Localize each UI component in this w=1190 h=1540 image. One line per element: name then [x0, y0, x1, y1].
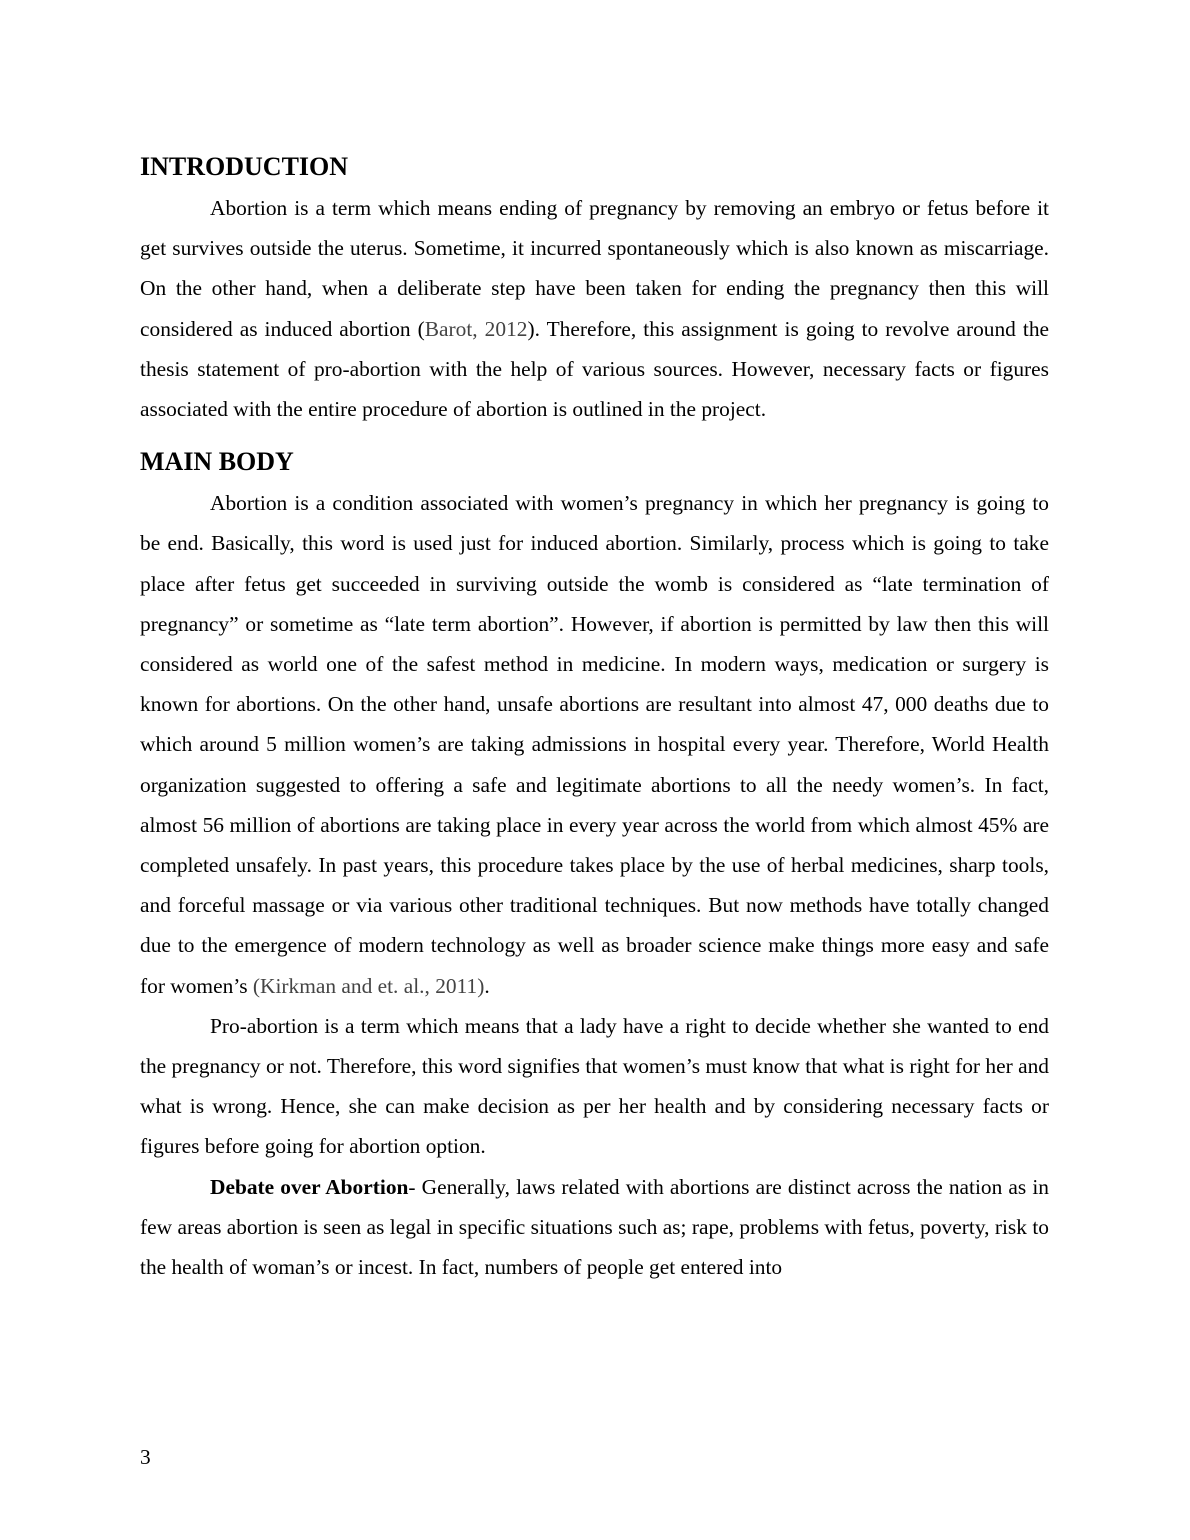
intro-text-after-citation: ). Therefore, this assignment is going to revolve around the thesis statement of pro-abortion with the help of various sources. However, necessary facts or figures associated with the entire procedure of abortion is outlined in the project.: [140, 316, 1050, 422]
main-body-paragraph-3: [140, 1167, 1049, 1288]
main-p1-citation: (Kirkman and et. al., 2011): [252, 973, 485, 998]
intro-citation: Barot, 2012: [424, 316, 528, 341]
page-content: [140, 150, 1049, 1287]
main-body-heading: MAIN BODY: [140, 447, 294, 477]
main-body-paragraph-2: Pro-abortion is a term which means that a lady have a right to decide whether she wanted to end the pregnancy or not. Therefore, this word signifies that women’s must know that what is right for her and what is wrong. Hence, she can make decision as per her health and by considering necessary facts or figures before going for abortion option.: [140, 1013, 1049, 1159]
debate-body-text: - Generally, laws related with abortions are distinct across the nation as in few areas abortion is seen as legal in specific situations such as; rape, problems with fetus, poverty, risk to the health of woman’s or incest. In fact, numbers of people get entered into: [140, 1174, 1049, 1280]
main-p1-text-before-citation: Abortion is a condition associated with women’s pregnancy in which her pregnancy is going to be end. Basically, this word is used just for induced abortion. Similarly, process which is going to take place after fetus get succeeded in surviving outside the womb is considered as “late termination of pregnancy” or sometime as “late term abortion”. However, if abortion is permitted by law then this will considered as world one of the safest method in medicine. In modern ways, medication or surgery is known for abortions. On the other hand, unsafe abortions are resultant into almost 47, 000 deaths due to which around 5 million women’s are taking admissions in hospital every year. Therefore, World Health organization suggested to offering a safe and legitimate abortions to all the needy women’s. In fact, almost 56 million of abortions are taking place in every year across the world from which almost 45% are completed unsafely. In past years, this procedure takes place by the use of herbal medicines, sharp tools, and forceful massage or via various other traditional techniques. But now methods have totally changed due to the emergence of modern technology as well as broader science make things more easy and safe for women’s: [140, 491, 1049, 998]
introduction-heading: INTRODUCTION: [140, 152, 349, 181]
intro-text-before-citation: Abortion is a term which means ending of pregnancy by removing an embryo or fetus before it get survives outside the uterus. Sometime, it incurred spontaneously which is also known as miscarriage. On the other hand, when a deliberate step have been taken for ending the pregnancy then this will considered as induced abortion (: [140, 196, 1049, 341]
debate-lead-text: Debate over Abortion: [210, 1174, 409, 1199]
main-body-paragraph-1: [140, 483, 1049, 1006]
introduction-paragraph: [140, 188, 1049, 429]
page-number: 3: [140, 1445, 151, 1469]
main-p1-text-after-citation: .: [484, 973, 490, 998]
